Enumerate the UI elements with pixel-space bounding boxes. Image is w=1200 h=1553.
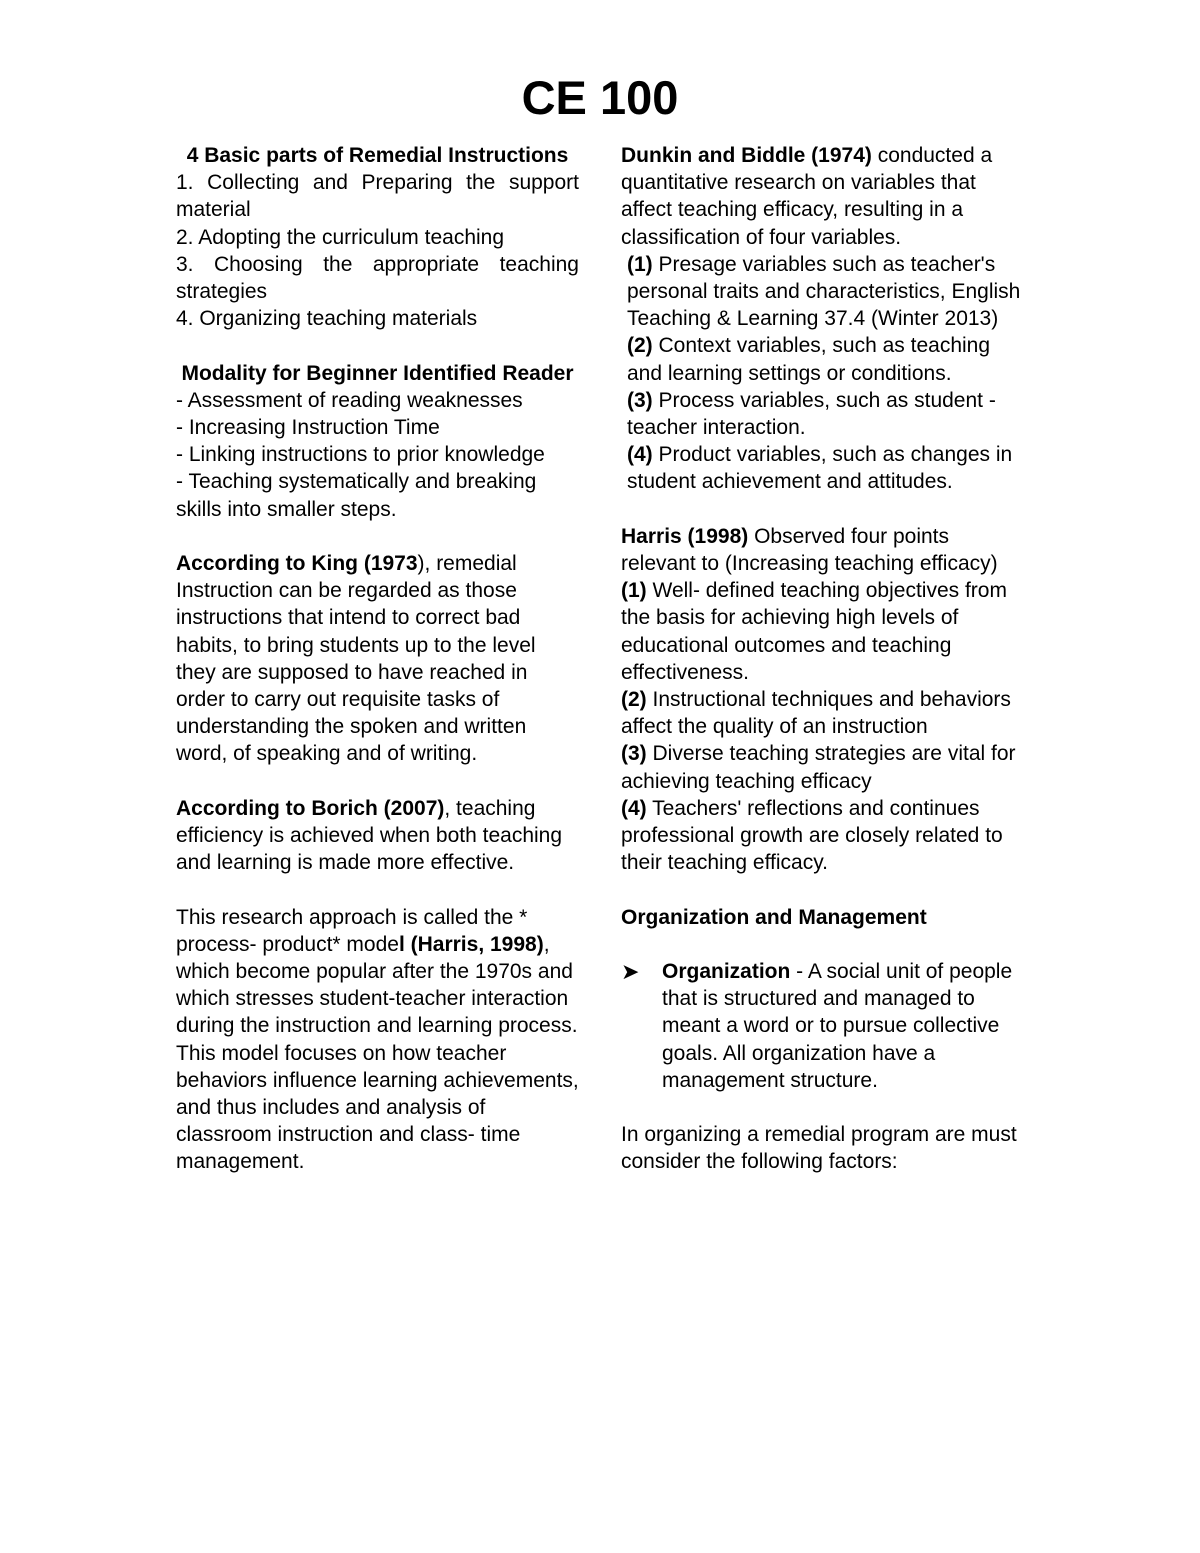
harris-paragraph [621, 523, 1021, 577]
modality-item: - Linking instructions to prior knowledge [176, 443, 545, 467]
closing-paragraph: In organizing a remedial program are must consider the following factors: [621, 1123, 1017, 1174]
item-number: (4) [627, 443, 653, 467]
page-title: CE 100 [521, 71, 679, 124]
organization-term: Organization [662, 960, 791, 984]
right-column [621, 142, 1021, 1176]
dunkin-item [621, 387, 1021, 441]
king-citation: According to King (1973 [176, 552, 418, 576]
basic-parts-item: 4. Organizing teaching materials [176, 307, 478, 331]
harris-item [621, 795, 1021, 877]
research-text-end: , which become popular after the 1970s and which stresses student-teacher interaction during the instruction and learning process. This model focuses on how teacher behaviors influence learning achievements, and thus includes and analysis of classroom instruction and class- time management. [176, 932, 579, 1174]
item-number: (1) [627, 252, 653, 276]
item-number: (4) [621, 796, 647, 820]
dunkin-item [621, 251, 1021, 333]
research-paragraph [176, 904, 579, 1176]
item-text: Diverse teaching strategies are vital for achieving teaching efficacy [621, 742, 1016, 793]
item-text: Context variables, such as teaching and learning settings or conditions. [627, 334, 991, 385]
modality-item: - Assessment of reading weaknesses [176, 388, 523, 412]
item-text: Teachers' reflections and continues professional growth are closely related to their teaching efficacy. [621, 796, 1003, 875]
item-text: Presage variables such as teacher's personal traits and characteristics, English Teaching & Learning 37.4 (Winter 2013) [627, 252, 1021, 331]
modality-heading: Modality for Beginner Identified Reader [181, 361, 574, 385]
borich-citation: According to Borich (2007) [176, 796, 445, 820]
modality-item: - Teaching systematically and breaking skills into smaller steps. [176, 470, 537, 521]
king-text: ), remedial Instruction can be regarded as those instructions that intend to correct bad habits, to bring students up to the level they are supposed to have reached in order to carry out requisite tasks of understanding the spoken and written word, of speaking and of writing. [176, 552, 536, 766]
research-citation: l (Harris, 1998) [398, 932, 544, 956]
basic-parts-heading: 4 Basic parts of Remedial Instructions [186, 144, 569, 167]
basic-parts-item: 3. Choosing the appropriate teaching strategies [176, 252, 579, 304]
borich-paragraph [176, 795, 579, 877]
king-paragraph [176, 550, 579, 768]
item-number: (1) [621, 579, 647, 603]
organization-definition [662, 958, 1021, 1094]
dunkin-item [621, 332, 1021, 386]
harris-text: Observed four points relevant to (Increasing teaching efficacy) [621, 524, 998, 576]
org-heading [621, 904, 1021, 931]
borich-text: , teaching efficiency is achieved when both teaching and learning is made more effective. [176, 796, 563, 875]
item-text: Well- defined teaching objectives from the basis for achieving high levels of educational outcomes and teaching effectiveness. [621, 579, 1007, 684]
harris-item [621, 577, 1021, 686]
item-text: Product variables, such as changes in student achievement and attitudes. [627, 443, 1013, 494]
left-column [176, 142, 579, 1176]
dunkin-text: conducted a quantitative research on variables that affect teaching efficacy, resulting in a classification of four variables. [621, 144, 993, 249]
arrow-bullet-icon: ➤ [621, 959, 640, 985]
modality-item: - Increasing Instruction Time [176, 416, 440, 440]
harris-item [621, 740, 1021, 794]
item-number: (2) [627, 334, 653, 358]
item-number: (2) [621, 688, 647, 712]
dunkin-item [621, 441, 1021, 495]
organization-bullet [621, 958, 1021, 1094]
item-text: Process variables, such as student - teacher interaction. [627, 388, 996, 440]
organization-text: - A social unit of people that is structured and managed to meant a word or to pursue collective goals. All organization have a management structure. [662, 960, 1013, 1092]
org-heading-text: Organization and Management [621, 905, 927, 929]
dunkin-paragraph [621, 142, 1021, 251]
research-text-start: This research approach is called the * process- product* mode [176, 905, 528, 956]
harris-item [621, 686, 1021, 740]
dunkin-citation: Dunkin and Biddle (1974) [621, 144, 872, 167]
basic-parts-item: 2. Adopting the curriculum teaching [176, 225, 505, 249]
item-text: Instructional techniques and behaviors affect the quality of an instruction [621, 688, 1011, 739]
basic-parts-item: 1. Collecting and Preparing the support material [176, 171, 579, 222]
harris-citation: Harris (1998) [621, 524, 749, 548]
item-number: (3) [621, 742, 647, 766]
item-number: (3) [627, 388, 653, 412]
